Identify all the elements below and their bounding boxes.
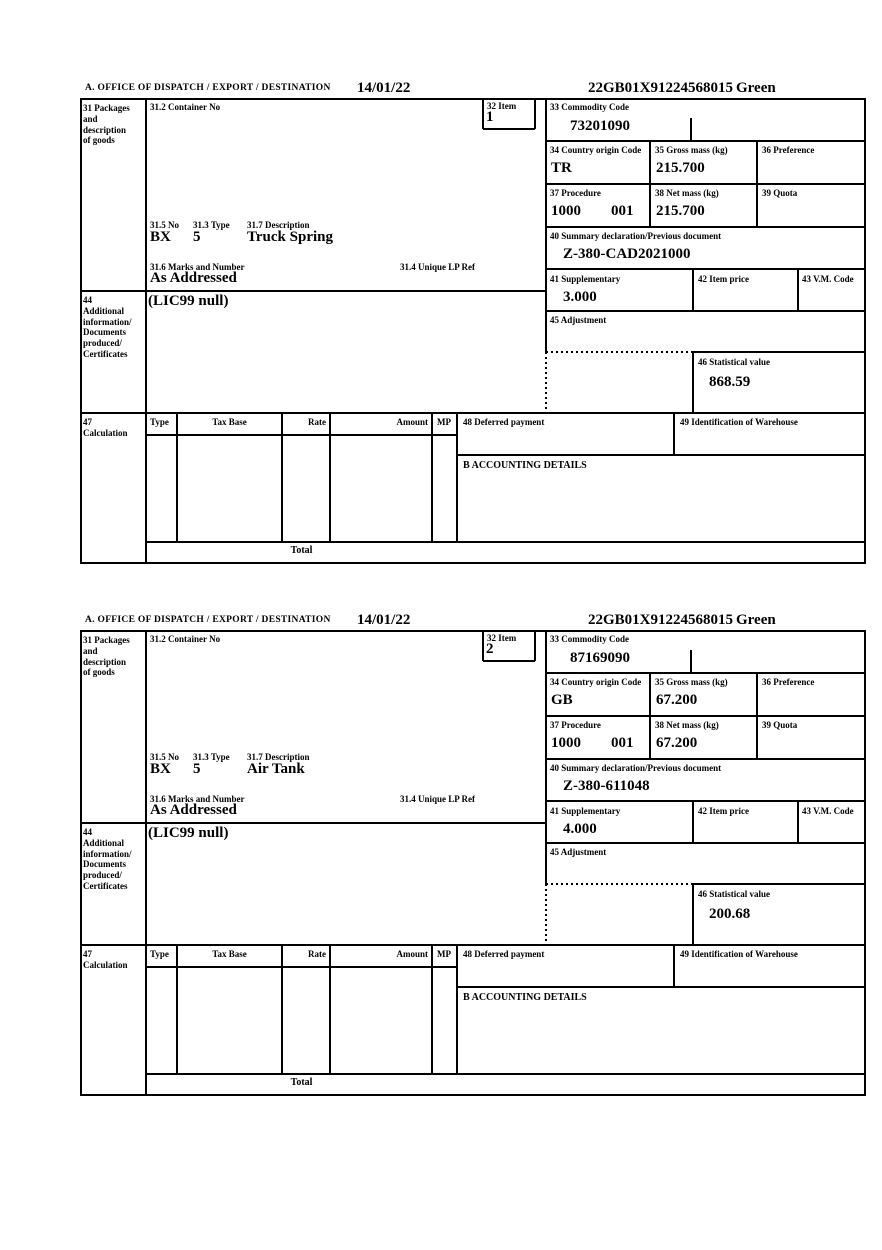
field-37-procedure-label: 37 Procedure <box>550 720 601 730</box>
procedure-suffix-value: 001 <box>611 203 634 219</box>
calc-header-mp: MP <box>437 949 451 959</box>
mrn-number: 22GB01X91224568015 <box>588 80 734 96</box>
item-form-grid <box>80 630 866 1096</box>
calc-header-type: Type <box>150 417 169 427</box>
calc-header-tax-base: Tax Base <box>212 417 247 427</box>
statistical-value: 868.59 <box>709 374 751 390</box>
field-49-warehouse-label: 49 Identification of Warehouse <box>680 949 798 959</box>
routing-status: Green <box>736 612 776 628</box>
field-45-adjustment-label: 45 Adjustment <box>550 847 607 857</box>
field-48-deferred-payment-label: 48 Deferred payment <box>463 949 545 959</box>
field-47-calculation-label: 47 Calculation <box>83 949 128 970</box>
previous-document-value: Z-380-CAD2021000 <box>563 246 691 262</box>
item-number-value: 2 <box>486 641 494 657</box>
field-38-net-mass-label: 38 Net mass (kg) <box>655 720 719 730</box>
goods-description-value: Truck Spring <box>247 229 333 245</box>
field-35-gross-mass-label: 35 Gross mass (kg) <box>655 145 728 155</box>
declaration-item-block-1 <box>80 80 866 566</box>
field-31-7-description-label: 31.7 Description <box>247 220 310 230</box>
field-32-item-label: 32 Item <box>487 633 517 643</box>
total-label: Total <box>290 545 313 556</box>
field-42-item-price-label: 42 Item price <box>698 806 749 816</box>
declaration-date: 14/01/22 <box>357 612 411 628</box>
field-31-5-no-label: 31.5 No <box>150 220 179 230</box>
package-type-value: 5 <box>193 761 201 777</box>
office-of-dispatch-label: A. OFFICE OF DISPATCH / EXPORT / DESTINATION <box>85 83 331 93</box>
additional-info-value: (LIC99 null) <box>148 825 229 841</box>
package-type-value: 5 <box>193 229 201 245</box>
calc-header-amount: Amount <box>396 949 428 959</box>
field-33-commodity-label: 33 Commodity Code <box>550 102 629 112</box>
office-of-dispatch-label: A. OFFICE OF DISPATCH / EXPORT / DESTINATION <box>85 615 331 625</box>
calc-header-tax-base: Tax Base <box>212 949 247 959</box>
field-44-additional-info-label: 44 Additional information/ Documents produced/ Certificates <box>83 827 132 891</box>
marks-value: As Addressed <box>150 270 237 286</box>
net-mass-value: 215.700 <box>656 203 705 219</box>
field-45-adjustment-label: 45 Adjustment <box>550 315 607 325</box>
additional-info-value: (LIC99 null) <box>148 293 229 309</box>
field-36-preference-label: 36 Preference <box>762 677 815 687</box>
field-31-6-marks-label: 31.6 Marks and Number <box>150 794 245 804</box>
field-31-2-container-label: 31.2 Container No <box>150 102 221 112</box>
routing-status: Green <box>736 80 776 96</box>
field-31-packages-label: 31 Packages and description of goods <box>83 103 130 146</box>
gross-mass-value: 215.700 <box>656 160 705 176</box>
calc-header-rate: Rate <box>308 417 326 427</box>
field-40-previous-document-label: 40 Summary declaration/Previous document <box>550 763 722 773</box>
mrn-number: 22GB01X91224568015 <box>588 612 734 628</box>
accounting-details-label: B ACCOUNTING DETAILS <box>463 992 587 1003</box>
field-42-item-price-label: 42 Item price <box>698 274 749 284</box>
field-31-4-lp-ref-label: 31.4 Unique LP Ref <box>400 262 476 272</box>
field-31-3-type-label: 31.3 Type <box>193 220 230 230</box>
origin-country-value: GB <box>551 692 573 708</box>
field-47-calculation-label: 47 Calculation <box>83 417 128 438</box>
package-no-value: BX <box>150 229 171 245</box>
field-37-procedure-label: 37 Procedure <box>550 188 601 198</box>
declaration-date: 14/01/22 <box>357 80 411 96</box>
goods-description-value: Air Tank <box>247 761 305 777</box>
field-31-3-type-label: 31.3 Type <box>193 752 230 762</box>
statistical-value: 200.68 <box>709 906 751 922</box>
field-33-commodity-label: 33 Commodity Code <box>550 634 629 644</box>
field-43-vm-code-label: 43 V.M. Code <box>802 806 854 816</box>
field-34-origin-label: 34 Country origin Code <box>550 145 642 155</box>
previous-document-value: Z-380-611048 <box>563 778 650 794</box>
calc-header-mp: MP <box>437 417 451 427</box>
marks-value: As Addressed <box>150 802 237 818</box>
field-43-vm-code-label: 43 V.M. Code <box>802 274 854 284</box>
field-38-net-mass-label: 38 Net mass (kg) <box>655 188 719 198</box>
procedure-code-value: 1000 <box>551 735 581 751</box>
supplementary-units-value: 4.000 <box>563 821 597 837</box>
gross-mass-value: 67.200 <box>656 692 698 708</box>
field-31-5-no-label: 31.5 No <box>150 752 179 762</box>
field-39-quota-label: 39 Quota <box>762 720 798 730</box>
field-41-supplementary-label: 41 Supplementary <box>550 274 621 284</box>
field-39-quota-label: 39 Quota <box>762 188 798 198</box>
procedure-code-value: 1000 <box>551 203 581 219</box>
commodity-code-value: 87169090 <box>570 650 630 666</box>
declaration-item-block-2 <box>80 612 866 1098</box>
field-31-2-container-label: 31.2 Container No <box>150 634 221 644</box>
commodity-code-value: 73201090 <box>570 118 630 134</box>
accounting-details-label: B ACCOUNTING DETAILS <box>463 460 587 471</box>
form-grid-lines <box>80 98 866 564</box>
field-49-warehouse-label: 49 Identification of Warehouse <box>680 417 798 427</box>
field-31-4-lp-ref-label: 31.4 Unique LP Ref <box>400 794 476 804</box>
form-grid-lines <box>80 630 866 1096</box>
item-number-value: 1 <box>486 109 494 125</box>
origin-country-value: TR <box>551 160 572 176</box>
net-mass-value: 67.200 <box>656 735 698 751</box>
supplementary-units-value: 3.000 <box>563 289 597 305</box>
calc-header-rate: Rate <box>308 949 326 959</box>
field-46-statistical-value-label: 46 Statistical value <box>698 889 770 899</box>
field-31-6-marks-label: 31.6 Marks and Number <box>150 262 245 272</box>
field-44-additional-info-label: 44 Additional information/ Documents produced/ Certificates <box>83 295 132 359</box>
item-form-grid <box>80 98 866 564</box>
field-46-statistical-value-label: 46 Statistical value <box>698 357 770 367</box>
calc-header-type: Type <box>150 949 169 959</box>
field-34-origin-label: 34 Country origin Code <box>550 677 642 687</box>
field-40-previous-document-label: 40 Summary declaration/Previous document <box>550 231 722 241</box>
field-36-preference-label: 36 Preference <box>762 145 815 155</box>
package-no-value: BX <box>150 761 171 777</box>
procedure-suffix-value: 001 <box>611 735 634 751</box>
field-32-item-label: 32 Item <box>487 101 517 111</box>
calc-header-amount: Amount <box>396 417 428 427</box>
field-41-supplementary-label: 41 Supplementary <box>550 806 621 816</box>
total-label: Total <box>290 1077 313 1088</box>
field-31-packages-label: 31 Packages and description of goods <box>83 635 130 678</box>
field-48-deferred-payment-label: 48 Deferred payment <box>463 417 545 427</box>
field-35-gross-mass-label: 35 Gross mass (kg) <box>655 677 728 687</box>
field-31-7-description-label: 31.7 Description <box>247 752 310 762</box>
